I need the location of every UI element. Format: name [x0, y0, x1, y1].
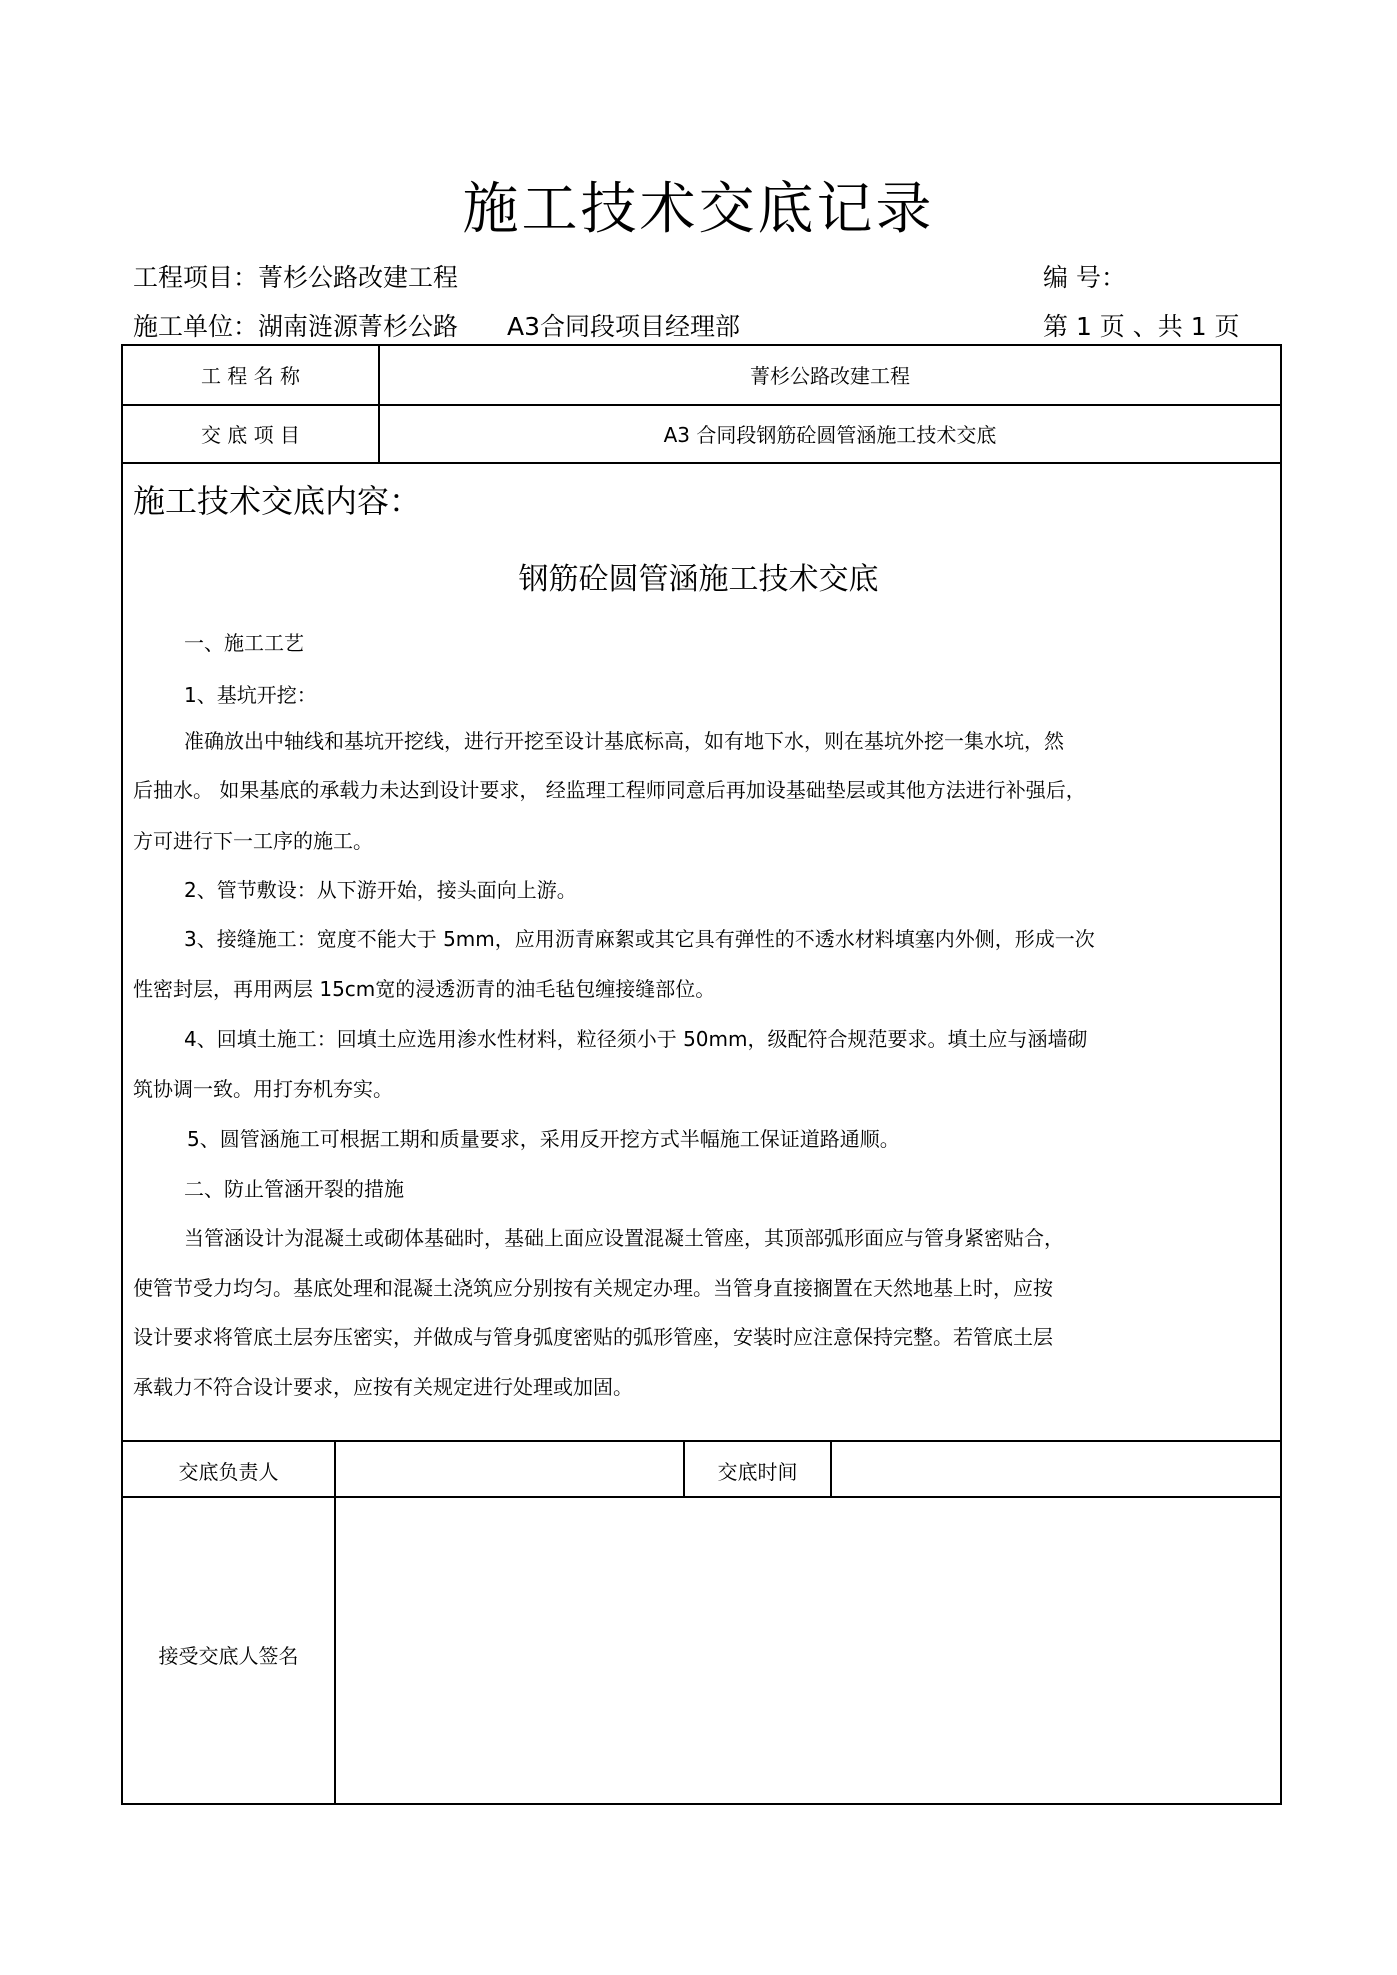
- body-line: 承载力不符合设计要求，应按有关规定进行处理或加固。: [133, 1375, 633, 1399]
- body-line: 当管涵设计为混凝土或砌体基础时，基础上面应设置混凝土管座，其顶部弧形面应与管身紧密贴合，: [184, 1226, 1064, 1250]
- body-line: 筑协调一致。用打夯机夯实。: [133, 1077, 393, 1101]
- body-line: 性密封层，再用两层 15cm宽的浸透沥青的油毛毡包缠接缝部位。: [133, 977, 716, 1001]
- project-name-value: 菁杉公路改建工程: [750, 364, 910, 388]
- document-title: 施工技术交底记录: [462, 177, 935, 242]
- body-line: 5、圆管涵施工可根据工期和质量要求，采用反开挖方式半幅施工保证道路通顺。: [187, 1127, 900, 1151]
- body-line: 设计要求将管底土层夯压密实，并做成与管身弧度密贴的弧形管座，安装时应注意保持完整。若管底土层: [133, 1325, 1053, 1349]
- item-label: 交 底 项 目: [200, 423, 301, 447]
- time-label: 交底时间: [717, 1460, 798, 1484]
- signature-label: 接受交底人签名: [158, 1644, 299, 1668]
- body-line: 1、基坑开挖：: [184, 683, 317, 707]
- body-line: 3、接缝施工：宽度不能大于 5mm，应用沥青麻絮或其它具有弹性的不透水材料填塞内外侧，形成一次: [184, 927, 1095, 951]
- signature-field[interactable]: [336, 1498, 1280, 1803]
- unit-suffix: A3合同段项目经理部: [507, 312, 741, 341]
- responsible-field[interactable]: [336, 1442, 683, 1496]
- body-line: 方可进行下一工序的施工。: [133, 829, 373, 853]
- page-label: 第 1 页 、共 1 页: [1043, 312, 1240, 341]
- time-field[interactable]: [832, 1442, 1280, 1496]
- body-line: 准确放出中轴线和基坑开挖线，进行开挖至设计基底标高，如有地下水，则在基坑外挖一集水坑，然: [184, 729, 1064, 753]
- body-line: 后抽水。 如果基底的承载力未达到设计要求， 经监理工程师同意后再加设基础垫层或其他方法进行补强后，: [133, 778, 1086, 802]
- responsible-label: 交底负责人: [178, 1460, 279, 1484]
- body-line: 一、施工工艺: [184, 631, 304, 655]
- content-subtitle: 钢筋砼圆管涵施工技术交底: [518, 562, 879, 597]
- body-line: 4、回填土施工：回填土应选用渗水性材料，粒径须小于 50mm，级配符合规范要求。填土应与涵墙砌: [184, 1027, 1088, 1051]
- body-line: 2、管节敷设：从下游开始，接头面向上游。: [184, 878, 577, 902]
- unit-label: 施工单位：湖南涟源菁杉公路: [133, 312, 459, 341]
- item-value: A3 合同段钢筋砼圆管涵施工技术交底: [663, 423, 997, 447]
- project-label: 工程项目：菁杉公路改建工程: [133, 263, 459, 292]
- number-label: 编 号：: [1043, 263, 1126, 292]
- project-name-label: 工 程 名 称: [200, 364, 301, 388]
- content-heading: 施工技术交底内容：: [133, 482, 422, 520]
- body-line: 二、防止管涵开裂的措施: [184, 1177, 404, 1201]
- body-line: 使管节受力均匀。基底处理和混凝土浇筑应分别按有关规定办理。当管身直接搁置在天然地基上时，应按: [133, 1276, 1053, 1300]
